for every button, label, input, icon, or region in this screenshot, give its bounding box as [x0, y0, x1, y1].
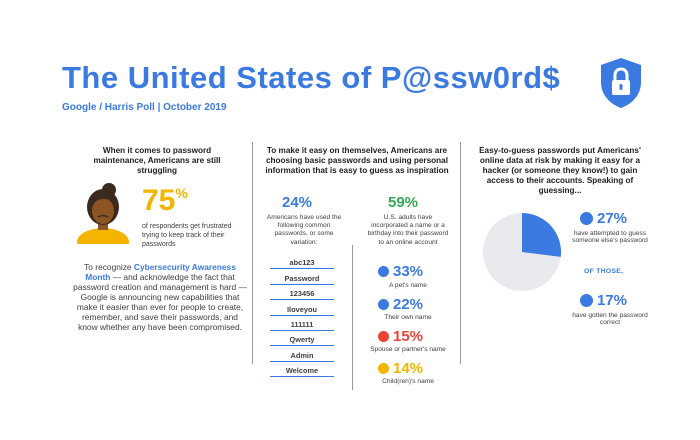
stat-name-birthday-caption: U.S. adults have incorporated a name or a birthday into their password to an online account [367, 214, 449, 246]
stat-own-name-label: Their own name [384, 314, 432, 321]
stat-frustrated-caption: of respondents get frustrated trying to keep track of their passwords [142, 223, 232, 248]
divider-right [460, 142, 461, 364]
stat-partner-name: 15% [378, 328, 423, 345]
stat-frustrated: 75% [142, 184, 188, 217]
password-item: Qwerty [270, 331, 334, 346]
person-avatar-icon [74, 182, 132, 244]
page-title: The United States of P@ssw0rd$ [62, 60, 561, 95]
check-icon [580, 294, 593, 307]
of-those-label: OF THOSE, [584, 268, 624, 275]
stat-own-name: 22% [378, 296, 423, 313]
common-password-list [270, 254, 334, 377]
stat-guessed-correct-caption: have gotten the password correct [572, 312, 648, 326]
child-icon [378, 363, 389, 374]
divider-inner [352, 245, 353, 390]
stat-common-passwords-caption: Americans have used the following common passwords, or some variation: [266, 214, 342, 246]
password-item: 111111 [270, 316, 334, 331]
person-icon [378, 299, 389, 310]
divider-left [252, 142, 253, 364]
paw-icon [378, 266, 389, 277]
cybersecurity-month-highlight: Cybersecurity Awareness Month [85, 262, 236, 283]
col1-body-text: To recognize Cybersecurity Awareness Month — and acknowledge the fact that password creation and management is hard — Google is announcing new capabilities that make it easier than ever for people to create, remember, and save their passwords, and know whether any have been compromised. [73, 262, 247, 333]
password-item: abc123 [270, 254, 334, 269]
stat-partner-name-label: Spouse or partner's name [370, 346, 446, 353]
stat-child-name: 14% [378, 360, 423, 377]
stat-guessed-correct: 17% [580, 292, 627, 309]
question-icon [580, 212, 593, 225]
shield-lock-icon [598, 56, 644, 110]
password-item: Iloveyou [270, 300, 334, 315]
password-item: 123456 [270, 285, 334, 300]
password-item: Welcome [270, 362, 334, 377]
password-item: Admin [270, 346, 334, 361]
col3-heading: Easy-to-guess passwords put Americans' online data at risk by making it easy for a hacker (or someone they know!) to gain access to their accounts. Speaking of guessing... [479, 146, 641, 195]
heart-icon [378, 331, 389, 342]
pie-guessed-slice [522, 213, 561, 257]
source-subtitle: Google / Harris Poll | October 2019 [62, 102, 227, 113]
stat-attempted-guess-caption: have attempted to guess someone else's password [572, 230, 648, 244]
col2-heading: To make it easy on themselves, Americans are choosing basic passwords and using personal information that is easy to guess as inspiration [265, 146, 449, 175]
stat-pet-name-label: A pet's name [389, 282, 427, 289]
guess-pie-chart [482, 212, 562, 292]
stat-pet-name: 33% [378, 263, 423, 280]
stat-common-passwords: 24% [282, 194, 313, 211]
stat-attempted-guess: 27% [580, 210, 627, 227]
col1-heading: When it comes to password maintenance, Americans are still struggling [93, 146, 221, 175]
password-item: Password [270, 269, 334, 284]
stat-child-name-label: Child(ren)'s name [382, 378, 434, 385]
stat-name-birthday: 59% [388, 194, 419, 211]
